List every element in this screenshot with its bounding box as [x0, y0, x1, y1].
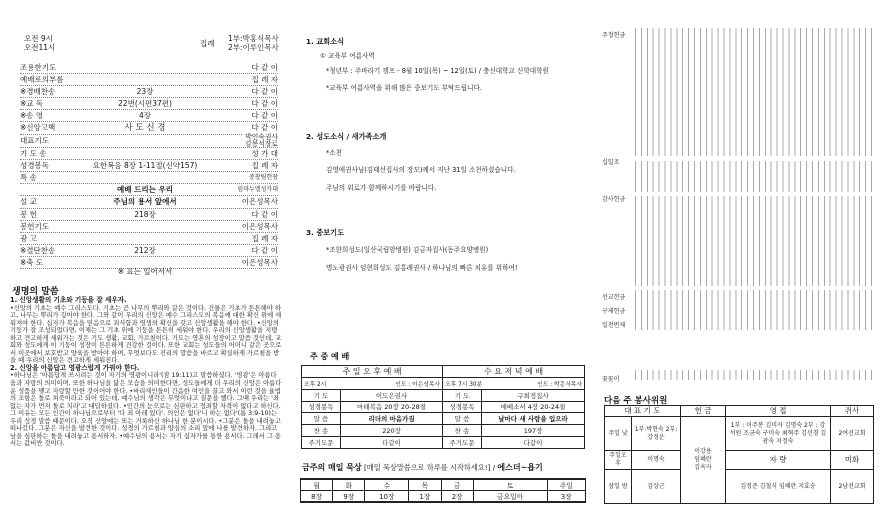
wednesday-evening-head: 수 요 저 녁 예 배	[443, 366, 585, 378]
worship-order-column	[0, 0, 290, 523]
weekday-service-table	[301, 365, 585, 449]
weekday-service-row	[302, 389, 585, 401]
worship-item-leader: 중창팀헌창	[247, 172, 278, 183]
vol-head-cleaning: 미화	[831, 451, 874, 470]
member-news-line-2: 주님의 위로가 함께하시기를 바랍니다.	[326, 184, 437, 192]
worship-item-label: 기 도 송	[20, 149, 47, 159]
weekday-cell: 목	[409, 479, 441, 491]
word-of-life-body	[10, 297, 282, 448]
worship-order-item	[20, 74, 278, 86]
weekday-service-row	[302, 413, 585, 425]
vol-pray-afternoon: 이명숙	[632, 451, 681, 470]
service-value: 날마다 새 사람을 입으라	[482, 413, 585, 425]
service-label: 기 도	[443, 389, 482, 401]
worship-item-leader: 임마누엘성가대	[235, 184, 278, 195]
chapter-cell: 금요일아	[473, 491, 547, 503]
service-value: 에베소서 4장 20-24절	[482, 401, 585, 413]
vol-parking-names: 김정준 김철식 임혜란 지효숭	[726, 470, 831, 504]
service-label: 찬 송	[443, 425, 482, 437]
vol-offering-1: 이강용	[694, 448, 712, 455]
chapter-row	[301, 491, 586, 503]
worship-item-detail: 4장	[138, 111, 152, 121]
worship-item-detail: 주님의 용서 앞에서	[113, 197, 177, 207]
worship-item-label: 설 교	[20, 197, 37, 207]
service-times	[24, 34, 55, 52]
worship-order-item	[20, 110, 278, 122]
word-paragraph-2: •하나님은 '아름답게 쓰시려는 것이 자기의 영광이니라'(잠 19:11)고 말씀하셨다. '영광'은 아름다움과 자랑의 의미이며, 또한 하나님을 닮은 모습을 의미한다면, 성도들에게 더 우리의 신앙은 아름다운 성품을 맺고 자랑할 만한 것이어야 한다. •바리새인들이 간음한 여인을 끌고 와서 이런 것을 율법의 조항은 돌로 쳐죽이라고 되어 있는데, 예수님의 생각은 무엇이냐고 질문을 했다. 그때 우리는 '죄 없는 자가 먼저 돌로 치라'고 대답하셨다. •인간의 눈으로는 심판하고 정죄할 자격이 없다고 하신다. 그 이유는 모든 인간이 하나님으로부터 '다 죄 아래 있다'. 의인은 없다'니 하는 없다'(롬 3:9-10)는 우리 성경 말씀 때문이다. 오직 신앙에는 또는 거룩하신 하나님 한 분이시다. •그분은 돌을 내려놓고 떠나갔다. 그분은 자신을 발견한 것이다. 성경의 가르침과 양심의 소리 앞에 나를 발견하자. 그리고 남을 심판하는 돌을 내려놓고 용서하자. •예수님의 용서는 자기 십자가를 통한 용서다. 그래서 그 용서는 값비싼 것이다.	[10, 372, 282, 448]
service-label: 말 씀	[302, 413, 341, 425]
chapter-cell: 8장	[301, 491, 333, 503]
church-news-line-1: *청년부 : 주바라기 캠프 - 8월 10일(목) ~ 12일(토) / 충신대학교 신학대학원	[326, 67, 549, 75]
chapter-cell: 10장	[365, 491, 409, 503]
church-news-subtitle: ① 교육부 여름사역	[320, 52, 375, 60]
leader-label: 집례	[200, 39, 215, 48]
service-value: 리더의 마음가짐	[341, 413, 443, 425]
vol-head-meal: 쥐사	[831, 406, 874, 417]
leader-2: 2부:이루인목사	[228, 43, 279, 52]
worship-order-item	[20, 86, 278, 98]
daily-meditation-header: 금주의 매일 묵상 [매일 묵상말씀으로 하루를 시작하세요!] / 에스더~욥기	[302, 463, 543, 472]
weekday-cell: 화	[333, 479, 365, 491]
category-relief-offering: 구제헌금	[602, 308, 626, 315]
worship-order-item	[20, 221, 278, 233]
leader-1: 1부:박홍식목사	[228, 34, 279, 43]
worship-item-leader: 다 같 이	[251, 245, 278, 255]
wednesday-evening-time: 오후 7시 30분	[445, 381, 483, 388]
worship-order-item	[20, 148, 278, 160]
service-label: 기 도	[302, 389, 341, 401]
service-value: 마태복음 20장 20-28절	[341, 401, 443, 413]
worship-item-leader: 이은성목사	[241, 221, 278, 231]
weekday-cell: 수	[365, 479, 409, 491]
worship-item-leader: 집 례 자	[251, 161, 278, 171]
chapter-cell: 3장	[547, 491, 585, 503]
worship-item-label: ※교 독	[20, 99, 44, 109]
weekday-cell: 금	[441, 479, 473, 491]
weekday-cell: 토	[473, 479, 547, 491]
vol-head-prayer: 대 표 기 도	[605, 406, 681, 417]
vol-meal-sunday: 2여선교회	[831, 417, 874, 451]
word-heading-2: 2. 신앙을 아름답고 영광스럽게 가꿔야 한다.	[10, 363, 140, 372]
standing-note: ※ 표는 일어서서	[117, 267, 173, 276]
sunday-afternoon-head: 주 일 오 후 예 배	[302, 366, 443, 378]
prayer-title: 3. 중보기도	[306, 228, 345, 237]
worship-item-detail: 22번(시편37편)	[118, 99, 172, 109]
word-of-life-title: 생명의 말씀	[12, 287, 59, 297]
sunday-afternoon-leader: 인도 : 이은성목사	[395, 381, 441, 388]
category-weekly-offering: 주정헌금	[602, 32, 626, 39]
wednesday-evening-leader: 인도 : 박홍식목사	[537, 381, 582, 388]
worship-item-label: 봉 헌	[20, 209, 37, 219]
prayer-requests	[306, 228, 591, 273]
vol-offering-3: 김옥자	[694, 464, 712, 471]
worship-item-label: ※신앙고백	[20, 123, 56, 133]
worship-item-leader: 이은성목사	[241, 257, 278, 267]
chapter-cell: 2장	[441, 491, 473, 503]
word-heading-1: 1. 신앙생활의 기초와 기둥을 잘 세우자.	[10, 296, 127, 304]
category-mission-offering: 선교헌금	[602, 294, 626, 301]
worship-order-item	[20, 209, 278, 221]
member-news-line-1: 김영애권사님(김태선집사의 장모)께서 지난 31일 소천하셨습니다.	[326, 166, 516, 174]
worship-order-item	[20, 196, 278, 208]
vol-greet-sunday: 1부 : 이주봉 김미자 김명숙 2부 : 강석원 조금숙 구미숙 최혁주 김선경 김광숙 지정숙	[726, 417, 831, 451]
category-flowers: 꽃꽂이	[602, 376, 620, 383]
worship-item-label: 대표기도	[20, 135, 51, 148]
worship-order-item	[20, 160, 278, 172]
service-label: 주기도문	[443, 436, 482, 448]
member-news-title: 2. 성도소식 / 새가족소개	[306, 132, 387, 141]
weekday-row	[301, 479, 586, 491]
wednesday-evening-info	[443, 378, 585, 390]
weekday-service-row	[302, 436, 585, 448]
worship-order-item	[20, 184, 278, 196]
worship-item-leader: 다 같 이	[251, 123, 278, 133]
weekday-service-row	[302, 425, 585, 437]
roster-column	[598, 0, 880, 523]
worship-order-item	[20, 98, 278, 110]
worship-item-detail: 예배 드리는 우리	[117, 185, 173, 195]
member-news-subtitle: *소천	[326, 149, 343, 157]
service-label: 찬 송	[302, 425, 341, 437]
vol-head-parking: 자 량	[726, 451, 831, 470]
vol-offering-cell	[681, 417, 726, 504]
prayer-line-1: *조한희성도(일산국립암병원) 김금자집사(동주요양병원)	[326, 246, 489, 254]
worship-item-label: ※송 영	[20, 111, 44, 121]
worship-item-leader: 집 례 자	[251, 75, 278, 85]
worship-item-label: 성경봉독	[20, 161, 49, 171]
category-tithe: 십일조	[602, 159, 620, 166]
worship-item-label: 광 고	[20, 233, 37, 243]
worship-item-detail: 요한복음 8장 1-11절(신약157)	[92, 161, 198, 171]
announcements-column	[296, 0, 596, 523]
church-news	[306, 37, 591, 93]
service-label: 성경봉독	[302, 401, 341, 413]
worship-item-detail: 212장	[134, 245, 156, 255]
worship-item-leader-2: 강봉석장로	[245, 139, 278, 148]
worship-order-item	[20, 245, 278, 257]
worship-item-leader: 다 같 이	[251, 63, 278, 72]
service-label: 성경봉독	[443, 401, 482, 413]
service-value: 구희정집사	[482, 389, 585, 401]
sunday-afternoon-time: 오후 2시	[304, 381, 327, 388]
daily-meditation-desc: [매일 묵상말씀으로 하루를 시작하세요!]	[363, 463, 491, 472]
prayer-line-2: 명노광권사 임현희성도 김홍례권사 / 하나님의 빠른 치유를 위하여!	[326, 264, 518, 272]
worship-item-detail: 사 도 신 경	[124, 123, 166, 134]
worship-order-item	[20, 122, 278, 134]
worship-item-label: 봉헌기도	[20, 221, 49, 231]
grid-gap	[635, 286, 874, 290]
vol-cleaning: 2남선교회	[831, 470, 874, 504]
leaders	[228, 34, 279, 52]
vol-slot-afternoon: 주일오후	[605, 451, 632, 470]
grid-gap	[635, 156, 874, 161]
worship-order-item	[20, 132, 278, 149]
vol-offering-2: 임혜란	[694, 456, 712, 463]
donor-name-grid	[635, 28, 874, 380]
grid-gap	[635, 330, 874, 370]
service-label: 말 씀	[443, 413, 482, 425]
worship-order-item	[20, 62, 278, 74]
daily-meditation-table	[300, 478, 586, 503]
weekday-cell: 주일	[547, 479, 585, 491]
chapter-cell: 1장	[409, 491, 441, 503]
worship-item-detail: 218장	[134, 209, 156, 219]
worship-item-label: 조용한기도	[20, 63, 57, 72]
worship-item-leader: 성 가 대	[251, 149, 278, 159]
vol-head-greeting: 영 접	[726, 406, 831, 417]
chapter-cell: 9장	[333, 491, 365, 503]
weekday-service-row	[302, 401, 585, 413]
worship-item-leader: 다 같 이	[251, 111, 278, 121]
service-time-2: 오전11시	[24, 43, 56, 52]
worship-item-leader: 다 같 이	[251, 99, 278, 109]
worship-item-leader: 다 같 이	[251, 87, 278, 97]
worship-item-leader: 이은성목사	[241, 197, 278, 207]
worship-item-leader: 다 같 이	[251, 209, 278, 219]
weekday-service-title: 주 중 예 배	[310, 352, 350, 361]
worship-item-leader: 박인숙권사	[245, 132, 278, 141]
worship-order-item	[20, 172, 278, 184]
worship-item-leader: 집 례 자	[251, 233, 278, 243]
grid-gap	[635, 192, 874, 196]
word-paragraph-1: •신앙의 기초는 예수 그리스도다. 기초는 곧 나무의 뿌리와 같은 것이다. 건물은 기초가 튼튼해야 하고, 나무는 뿌리가 깊어야 한다. 그와 같이 우리의 신앙은 예수 그리스도의 복음에 대한 확신 위에 세워져야 한다. 십자가 복음을 믿음으로 죄사함과 영생의 확신을 갖고 신앙생활을 해야 한다. •신앙의 기둥가 잘 조성되었다면, 이제는 그 기초 위에 기둥을 튼튼히 세워야 한다. 우리의 신앙생활을 지탱하고 견고하게 세워가는 것은 기도 생활, 교회, 가르침이다. 기도는 영혼의 성장이고 말씀 것인데, 교회와 성도에게 이 기둥이 성장이 튼튼하게 건강한 것이다. 또한 교회는 성도들의 어머니 같은 곳으로서 이곳에서 보호받고 양육을 받아야 하며, 무엇보다도 진리의 말씀을 바르고 확실하게 가르침을 받을 때 우리의 신앙은 견고하게 세워진다.	[10, 304, 282, 365]
church-news-line-2: *교육부 여름사역을 위해 많은 중보기도 부탁드립니다.	[326, 84, 483, 92]
category-thanks-offering: 감사헌금	[602, 196, 626, 203]
vol-head-offering: 헌 금	[681, 406, 726, 417]
worship-item-label: ※경배찬송	[20, 87, 56, 97]
vol-pray-wednesday: 김상근	[632, 470, 681, 504]
worship-order-item	[20, 233, 278, 245]
member-news	[306, 132, 591, 193]
service-value: 다같이	[482, 436, 585, 448]
volunteers-title: 다음 주 봉사위원	[604, 396, 668, 406]
worship-item-detail: 23장	[136, 87, 154, 97]
daily-meditation-book: 에스더~욥기	[497, 463, 543, 472]
worship-item-label: 예배로의부름	[20, 75, 64, 85]
category-thousand-offering: 일천번제	[602, 322, 626, 329]
vol-slot-wednesday: 삼일 밤	[605, 470, 632, 504]
service-value: 다같이	[341, 436, 443, 448]
service-value: 220장	[341, 425, 443, 437]
service-value: 이도은권사	[341, 389, 443, 401]
church-news-title: 1. 교회소식	[306, 37, 345, 46]
weekday-service-rows	[302, 389, 585, 448]
sunday-afternoon-info	[302, 378, 443, 390]
service-time-1: 오전 9시	[24, 34, 53, 43]
worship-item-label: ※축 도	[20, 257, 44, 267]
daily-meditation-title: 금주의 매일 묵상	[302, 463, 362, 472]
weekday-cell: 월	[301, 479, 333, 491]
service-value: 197장	[482, 425, 585, 437]
worship-item-label: ※결단찬송	[20, 245, 56, 255]
vol-slot-sunday: 주일 낮	[605, 417, 632, 451]
vol-pray-sunday: 1부:박현숙 2부:강정운	[632, 417, 681, 451]
worship-order-list	[20, 62, 278, 269]
volunteers-table	[604, 405, 874, 504]
service-label: 주기도문	[302, 436, 341, 448]
worship-item-label: 특 송	[20, 173, 37, 183]
